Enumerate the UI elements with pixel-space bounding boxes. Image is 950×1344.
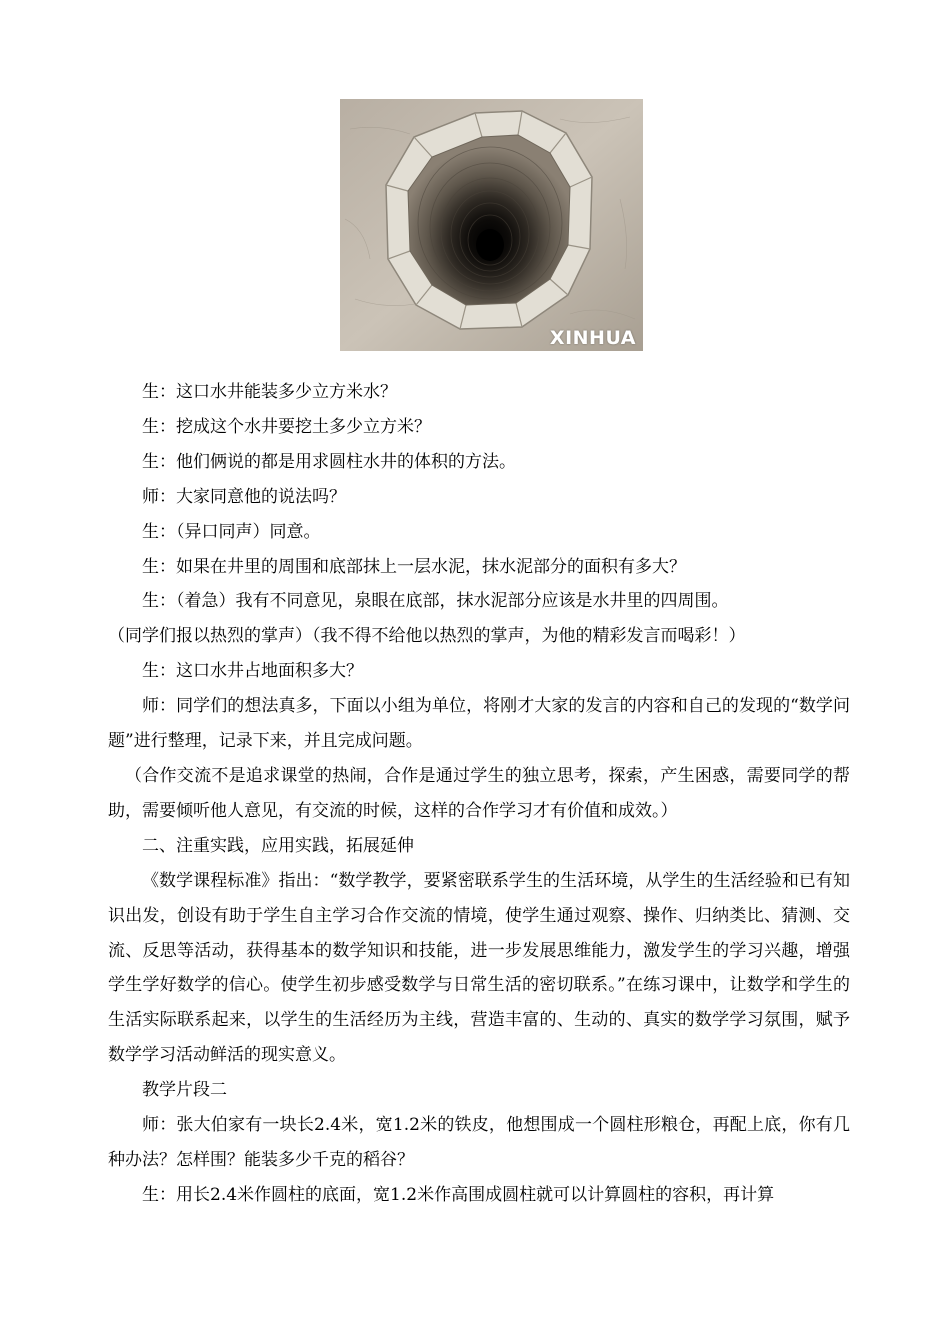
paragraph: 生：他们俩说的都是用求圆柱水井的体积的方法。 xyxy=(142,451,516,472)
paragraph: 师：大家同意他的说法吗？ xyxy=(142,486,346,507)
well-bottom xyxy=(476,229,504,261)
paragraph: 生：这口水井占地面积多大？ xyxy=(142,661,363,682)
well-shaft xyxy=(408,135,570,305)
paragraph: 生：用长2.4米作圆柱的底面，宽1.2米作高围成圆柱就可以计算圆柱的容积，再计算 xyxy=(142,1184,775,1205)
paragraph: 生：挖成这个水井要挖土多少立方米？ xyxy=(142,416,431,437)
paragraph: 师：张大伯家有一块长2.4米，宽1.2米的铁皮，他想围成一个圆柱形粮仓，再配上底，你有几种办法？怎样围？能装多少千克的稻谷？ xyxy=(108,1115,850,1170)
paragraph: 生：这口水井能装多少立方米水？ xyxy=(142,382,397,402)
paragraph: （同学们报以热烈的掌声）（我不得不给他以热烈的掌声，为他的精彩发言而喝彩！） xyxy=(108,626,746,647)
section-heading: 教学片段二 xyxy=(142,1080,227,1101)
paragraph: 《数学课程标准》指出：“数学教学，要紧密联系学生的生活环境，从学生的生活经验和已有知识出发，创设有助于学生自主学习合作交流的情境，使学生通过观察、操作、归纳类比、猜测、交流、反思等活动，获得基本的数学知识和技能，进一步发展思维能力，激发学生的学习兴趣，增强学生学好数学的信心。使学生初步感受数学与日常生活的密切联系。”在练习课中，让数学和学生的生活实际联系起来，以学生的生活经历为主线，营造丰富的、生动的、真实的数学学习氛围，赋予数学学习活动鲜活的现实意义。 xyxy=(108,870,850,1066)
well-illustration xyxy=(340,99,643,351)
paragraph: 生：如果在井里的周围和底部抹上一层水泥，抹水泥部分的面积有多大？ xyxy=(142,556,686,577)
well-photo xyxy=(340,99,643,351)
paragraph: 生：（异口同声）同意。 xyxy=(142,521,321,542)
paragraph: 师：同学们的想法真多，下面以小组为单位，将刚才大家的发言的内容和自己的发现的“数学问题”进行整理，记录下来，并且完成问题。 xyxy=(108,696,850,752)
paragraph: （合作交流不是追求课堂的热闹，合作是通过学生的独立思考，探索，产生困惑，需要同学的帮助，需要倾听他人意见，有交流的时候，这样的合作学习才有价值和成效。） xyxy=(108,765,850,821)
paragraph: 生：（着急）我有不同意见，泉眼在底部，抹水泥部分应该是水井里的四周围。 xyxy=(142,591,729,612)
watermark: XINHUA xyxy=(549,327,636,349)
body-text xyxy=(108,375,850,1213)
section-heading: 二、注重实践，应用实践，拓展延伸 xyxy=(142,835,414,856)
